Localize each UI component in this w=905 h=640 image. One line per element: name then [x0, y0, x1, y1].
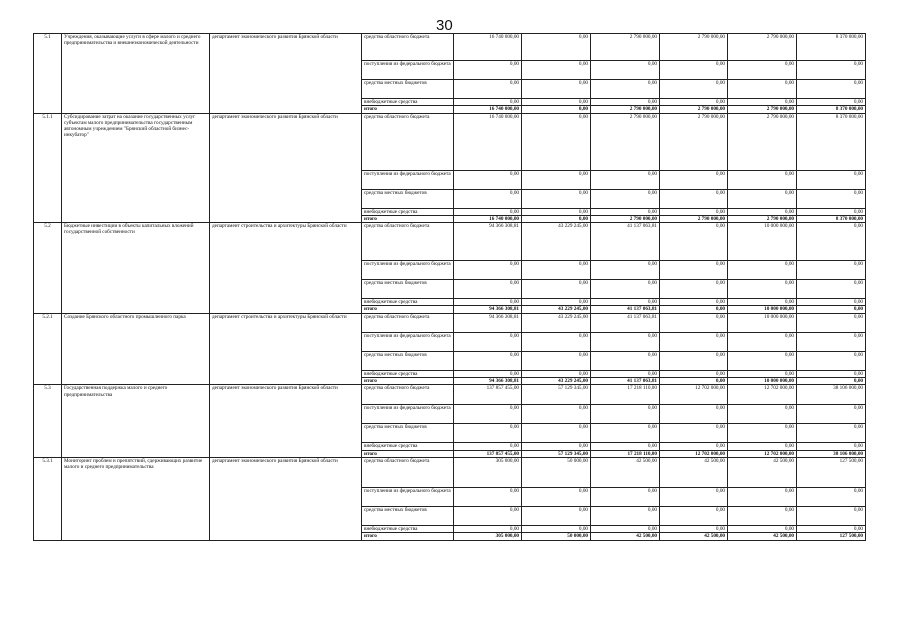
amount-cell: 17 218 110,00	[591, 450, 660, 457]
amount-cell: 0,00	[660, 370, 728, 377]
amount-cell: 0,00	[728, 99, 797, 106]
amount-cell: 10 000 000,00	[728, 378, 797, 385]
amount-cell: 0,00	[660, 80, 728, 99]
amount-cell: 0,00	[522, 332, 591, 351]
amount-cell: 0,00	[797, 378, 866, 385]
amount-cell: 42 500,00	[728, 533, 797, 540]
funding-source: средства областного бюджета	[362, 313, 454, 332]
item-executor: департамент экономического развития Брянской области	[210, 385, 362, 458]
amount-cell: 0,00	[797, 443, 866, 450]
amount-cell: 0,00	[591, 424, 660, 443]
amount-cell: 0,00	[797, 261, 866, 280]
amount-cell: 2 790 000,00	[728, 215, 797, 222]
amount-cell: 0,00	[797, 80, 866, 99]
amount-cell: 0,00	[522, 525, 591, 532]
amount-cell: 0,00	[591, 351, 660, 370]
amount-cell: 0,00	[797, 208, 866, 215]
amount-cell: 0,00	[728, 189, 797, 208]
amount-cell: 8 370 000,00	[797, 113, 866, 170]
amount-cell: 0,00	[454, 299, 522, 306]
amount-cell: 57 129 345,00	[522, 450, 591, 457]
amount-cell: 0,00	[728, 487, 797, 506]
amount-cell: 2 790 000,00	[660, 113, 728, 170]
amount-cell: 2 790 000,00	[660, 106, 728, 113]
amount-cell: 0,00	[454, 487, 522, 506]
amount-cell: 8 370 000,00	[797, 34, 866, 61]
amount-cell: 0,00	[728, 61, 797, 80]
amount-cell: 0,00	[660, 261, 728, 280]
amount-cell: 94 366 308,81	[454, 378, 522, 385]
amount-cell: 2 790 000,00	[591, 215, 660, 222]
amount-cell: 0,00	[591, 261, 660, 280]
amount-cell: 0,00	[728, 299, 797, 306]
amount-cell: 0,00	[660, 189, 728, 208]
amount-cell: 0,00	[660, 299, 728, 306]
amount-cell: 0,00	[454, 99, 522, 106]
funding-source: внебюджетные средства	[362, 525, 454, 532]
amount-cell: 0,00	[522, 61, 591, 80]
amount-cell: 0,00	[797, 313, 866, 332]
amount-cell: 0,00	[522, 99, 591, 106]
amount-cell: 41 137 063,81	[591, 313, 660, 332]
amount-cell: 0,00	[797, 189, 866, 208]
amount-cell: 0,00	[454, 525, 522, 532]
item-number: 5.3	[34, 385, 62, 458]
amount-cell: 10 000 000,00	[728, 306, 797, 313]
amount-cell: 0,00	[522, 370, 591, 377]
amount-cell: 17 218 110,00	[591, 385, 660, 405]
amount-cell: 2 790 000,00	[660, 215, 728, 222]
amount-cell: 0,00	[797, 280, 866, 299]
amount-cell: 50 000,00	[522, 457, 591, 487]
amount-cell: 0,00	[660, 99, 728, 106]
amount-cell: 2 790 000,00	[728, 34, 797, 61]
funding-source: внебюджетные средства	[362, 299, 454, 306]
amount-cell: 8 370 000,00	[797, 106, 866, 113]
item-number: 5.1.1	[34, 113, 62, 223]
amount-cell: 0,00	[522, 280, 591, 299]
item-name: Субсидирование затрат на оказание государственных услуг субъектам малого предпринимательства государственным автономным учреждением "Брянский областной бизнес-инкубатор"	[62, 113, 210, 223]
amount-cell: 41 137 063,81	[591, 223, 660, 261]
amount-cell: 12 702 000,00	[728, 385, 797, 405]
amount-cell: 94 366 308,81	[454, 306, 522, 313]
amount-cell: 43 229 245,00	[522, 223, 591, 261]
amount-cell: 0,00	[591, 525, 660, 532]
amount-cell: 0,00	[728, 443, 797, 450]
amount-cell: 0,00	[522, 34, 591, 61]
amount-cell: 10 000 000,00	[728, 313, 797, 332]
amount-cell: 0,00	[522, 106, 591, 113]
funding-source: внебюджетные средства	[362, 208, 454, 215]
table-row	[34, 385, 866, 405]
funding-source: средства местных бюджетов	[362, 189, 454, 208]
amount-cell: 0,00	[591, 99, 660, 106]
amount-cell: 0,00	[797, 299, 866, 306]
amount-cell: 2 790 000,00	[728, 106, 797, 113]
item-name: Государственная поддержка малого и среднего предпринимательства	[62, 385, 210, 458]
funding-source: поступления из федерального бюджета	[362, 261, 454, 280]
item-name: Учреждения, оказывающие услуги в сфере малого и среднего предпринимательства и внешнеэкономической деятельности	[62, 34, 210, 114]
amount-cell: 0,00	[591, 487, 660, 506]
amount-cell: 0,00	[660, 332, 728, 351]
amount-cell: 0,00	[660, 61, 728, 80]
funding-source: средства местных бюджетов	[362, 351, 454, 370]
amount-cell: 0,00	[797, 332, 866, 351]
amount-cell: 43 229 245,00	[522, 378, 591, 385]
amount-cell: 16 740 000,00	[454, 113, 522, 170]
amount-cell: 12 702 000,00	[660, 385, 728, 405]
amount-cell: 0,00	[522, 189, 591, 208]
item-name: Создание Брянского областного промышленного парка	[62, 313, 210, 385]
funding-source: средства областного бюджета	[362, 34, 454, 61]
amount-cell: 0,00	[454, 280, 522, 299]
amount-cell: 2 790 000,00	[591, 106, 660, 113]
amount-cell: 0,00	[522, 506, 591, 525]
item-name: Мониторинг проблем и препятствий, сдерживающих развитие малого и среднего предпринимательства	[62, 457, 210, 540]
funding-source: средства областного бюджета	[362, 113, 454, 170]
item-executor: департамент экономического развития Брянской области	[210, 113, 362, 223]
amount-cell: 12 702 000,00	[660, 450, 728, 457]
amount-cell: 0,00	[797, 405, 866, 424]
amount-cell: 0,00	[797, 424, 866, 443]
amount-cell: 94 366 308,81	[454, 223, 522, 261]
item-executor: департамент экономического развития Брянской области	[210, 457, 362, 540]
amount-cell: 0,00	[591, 189, 660, 208]
amount-cell: 0,00	[797, 99, 866, 106]
amount-cell: 12 702 000,00	[728, 450, 797, 457]
amount-cell: 0,00	[660, 487, 728, 506]
amount-cell: 0,00	[728, 261, 797, 280]
amount-cell: 0,00	[660, 443, 728, 450]
amount-cell: 43 229 245,00	[522, 306, 591, 313]
amount-cell: 0,00	[728, 525, 797, 532]
amount-cell: 0,00	[591, 61, 660, 80]
amount-cell: 42 500,00	[591, 457, 660, 487]
amount-cell: 0,00	[522, 424, 591, 443]
amount-cell: 0,00	[797, 487, 866, 506]
amount-cell: 0,00	[454, 506, 522, 525]
page-number: 30	[436, 17, 453, 34]
amount-cell: 0,00	[454, 170, 522, 189]
amount-cell: 0,00	[660, 424, 728, 443]
amount-cell: 0,00	[660, 351, 728, 370]
amount-cell: 137 857 455,00	[454, 385, 522, 405]
amount-cell: 0,00	[522, 113, 591, 170]
amount-cell: 2 790 000,00	[591, 113, 660, 170]
amount-cell: 0,00	[728, 80, 797, 99]
amount-cell: 0,00	[454, 261, 522, 280]
amount-cell: 43 229 245,00	[522, 313, 591, 332]
amount-cell: 42 500,00	[591, 533, 660, 540]
amount-cell: 0,00	[660, 223, 728, 261]
amount-cell: 0,00	[728, 424, 797, 443]
amount-cell: 16 740 000,00	[454, 34, 522, 61]
amount-cell: 0,00	[591, 332, 660, 351]
funding-source: средства областного бюджета	[362, 223, 454, 261]
funding-source: внебюджетные средства	[362, 443, 454, 450]
amount-cell: 0,00	[591, 280, 660, 299]
amount-cell: 0,00	[522, 208, 591, 215]
amount-cell: 16 740 000,00	[454, 215, 522, 222]
amount-cell: 42 500,00	[728, 457, 797, 487]
amount-cell: 0,00	[591, 506, 660, 525]
amount-cell: 41 137 063,81	[591, 378, 660, 385]
funding-source: поступления из федерального бюджета	[362, 170, 454, 189]
amount-cell: 0,00	[660, 280, 728, 299]
funding-source: поступления из федерального бюджета	[362, 332, 454, 351]
amount-cell: 0,00	[454, 405, 522, 424]
amount-cell: 0,00	[797, 306, 866, 313]
amount-cell: 0,00	[522, 405, 591, 424]
table-row	[34, 113, 866, 170]
budget-table-body	[34, 34, 866, 541]
funding-source: итого	[362, 306, 454, 313]
amount-cell: 0,00	[454, 61, 522, 80]
item-number: 5.2	[34, 223, 62, 314]
item-number: 5.3.1	[34, 457, 62, 540]
amount-cell: 0,00	[728, 506, 797, 525]
amount-cell: 0,00	[728, 332, 797, 351]
amount-cell: 0,00	[660, 525, 728, 532]
funding-source: итого	[362, 378, 454, 385]
amount-cell: 0,00	[454, 189, 522, 208]
amount-cell: 0,00	[660, 405, 728, 424]
amount-cell: 0,00	[522, 215, 591, 222]
amount-cell: 0,00	[728, 208, 797, 215]
amount-cell: 0,00	[591, 170, 660, 189]
item-executor: департамент строительства и архитектуры Брянской области	[210, 223, 362, 314]
funding-source: средства местных бюджетов	[362, 80, 454, 99]
amount-cell: 0,00	[522, 261, 591, 280]
amount-cell: 305 000,00	[454, 457, 522, 487]
amount-cell: 0,00	[522, 170, 591, 189]
amount-cell: 8 370 000,00	[797, 215, 866, 222]
amount-cell: 2 790 000,00	[591, 34, 660, 61]
item-executor: департамент экономического развития Брянской области	[210, 34, 362, 114]
amount-cell: 0,00	[522, 80, 591, 99]
item-executor: департамент строительства и архитектуры Брянской области	[210, 313, 362, 385]
funding-source: итого	[362, 450, 454, 457]
amount-cell: 0,00	[522, 299, 591, 306]
amount-cell: 0,00	[797, 506, 866, 525]
amount-cell: 16 740 000,00	[454, 106, 522, 113]
amount-cell: 0,00	[454, 370, 522, 377]
amount-cell: 0,00	[660, 170, 728, 189]
amount-cell: 305 000,00	[454, 533, 522, 540]
funding-source: средства местных бюджетов	[362, 280, 454, 299]
amount-cell: 0,00	[728, 351, 797, 370]
table-row	[34, 34, 866, 61]
amount-cell: 0,00	[660, 306, 728, 313]
amount-cell: 0,00	[591, 370, 660, 377]
amount-cell: 0,00	[591, 299, 660, 306]
funding-source: внебюджетные средства	[362, 370, 454, 377]
amount-cell: 0,00	[522, 351, 591, 370]
amount-cell: 0,00	[591, 405, 660, 424]
amount-cell: 0,00	[797, 370, 866, 377]
amount-cell: 0,00	[660, 208, 728, 215]
funding-source: средства местных бюджетов	[362, 506, 454, 525]
amount-cell: 2 790 000,00	[728, 113, 797, 170]
amount-cell: 0,00	[591, 208, 660, 215]
amount-cell: 0,00	[522, 487, 591, 506]
amount-cell: 0,00	[454, 208, 522, 215]
amount-cell: 0,00	[797, 223, 866, 261]
amount-cell: 0,00	[454, 443, 522, 450]
amount-cell: 0,00	[522, 443, 591, 450]
amount-cell: 0,00	[591, 80, 660, 99]
amount-cell: 137 857 455,00	[454, 450, 522, 457]
amount-cell: 0,00	[454, 424, 522, 443]
funding-source: средства областного бюджета	[362, 457, 454, 487]
item-number: 5.2.1	[34, 313, 62, 385]
amount-cell: 0,00	[728, 280, 797, 299]
amount-cell: 42 500,00	[660, 457, 728, 487]
amount-cell: 42 500,00	[660, 533, 728, 540]
amount-cell: 0,00	[454, 80, 522, 99]
item-name: Бюджетные инвестиции в объекты капитальных вложений государственной собственности	[62, 223, 210, 314]
table-row	[34, 457, 866, 487]
amount-cell: 0,00	[591, 443, 660, 450]
amount-cell: 2 790 000,00	[660, 34, 728, 61]
amount-cell: 0,00	[660, 506, 728, 525]
amount-cell: 0,00	[728, 405, 797, 424]
amount-cell: 50 000,00	[522, 533, 591, 540]
amount-cell: 127 500,00	[797, 457, 866, 487]
amount-cell: 0,00	[728, 370, 797, 377]
amount-cell: 57 129 345,00	[522, 385, 591, 405]
funding-source: итого	[362, 215, 454, 222]
funding-source: итого	[362, 533, 454, 540]
budget-table	[33, 33, 866, 541]
amount-cell: 0,00	[728, 170, 797, 189]
funding-source: средства местных бюджетов	[362, 424, 454, 443]
funding-source: поступления из федерального бюджета	[362, 61, 454, 80]
amount-cell: 10 000 000,00	[728, 223, 797, 261]
funding-source: поступления из федерального бюджета	[362, 487, 454, 506]
amount-cell: 0,00	[797, 170, 866, 189]
funding-source: итого	[362, 106, 454, 113]
item-number: 5.1	[34, 34, 62, 114]
amount-cell: 127 500,00	[797, 533, 866, 540]
table-row	[34, 223, 866, 261]
table-row	[34, 313, 866, 332]
amount-cell: 41 137 063,81	[591, 306, 660, 313]
funding-source: поступления из федерального бюджета	[362, 405, 454, 424]
amount-cell: 0,00	[454, 351, 522, 370]
amount-cell: 0,00	[797, 61, 866, 80]
amount-cell: 94 366 308,81	[454, 313, 522, 332]
amount-cell: 0,00	[660, 378, 728, 385]
amount-cell: 0,00	[454, 332, 522, 351]
funding-source: средства областного бюджета	[362, 385, 454, 405]
funding-source: внебюджетные средства	[362, 99, 454, 106]
amount-cell: 38 106 000,00	[797, 450, 866, 457]
amount-cell: 0,00	[660, 313, 728, 332]
amount-cell: 38 106 000,00	[797, 385, 866, 405]
amount-cell: 0,00	[797, 525, 866, 532]
amount-cell: 0,00	[797, 351, 866, 370]
